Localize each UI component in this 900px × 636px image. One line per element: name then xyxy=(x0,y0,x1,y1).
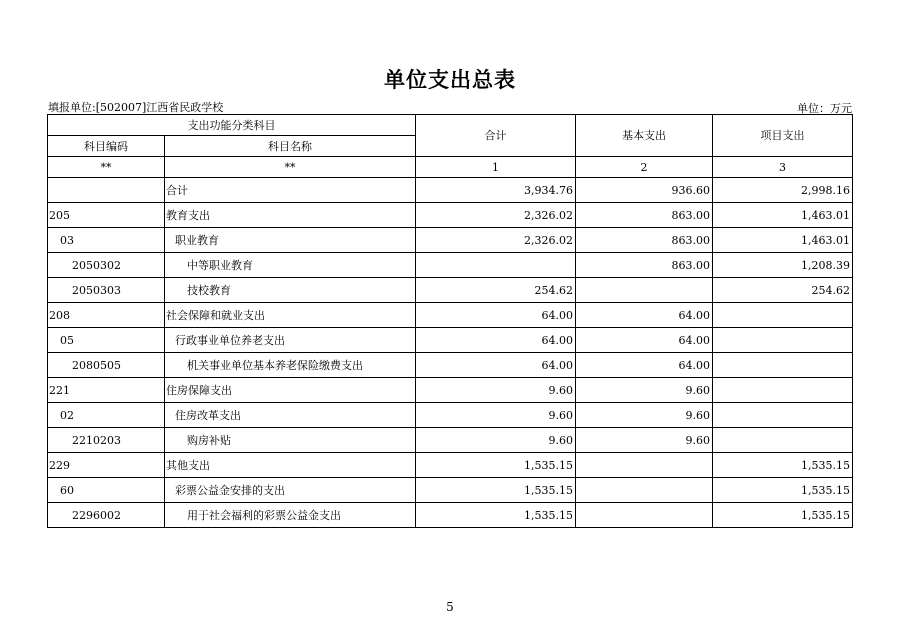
row-code: 02 xyxy=(48,403,165,428)
row-project xyxy=(713,353,853,378)
row-basic xyxy=(576,453,713,478)
header-name: 科目名称 xyxy=(165,136,416,157)
table-row xyxy=(48,503,853,528)
row-total: 64.00 xyxy=(416,303,576,328)
row-total: 2,326.02 xyxy=(416,228,576,253)
row-basic xyxy=(576,278,713,303)
row-total xyxy=(416,253,576,278)
row-project: 254.62 xyxy=(713,278,853,303)
row-basic: 9.60 xyxy=(576,403,713,428)
table-row xyxy=(48,328,853,353)
row-name: 社会保障和就业支出 xyxy=(165,303,416,328)
row-name: 用于社会福利的彩票公益金支出 xyxy=(165,503,416,528)
header-group: 支出功能分类科目 xyxy=(48,115,416,136)
row-basic: 863.00 xyxy=(576,203,713,228)
row-project xyxy=(713,378,853,403)
row-name: 教育支出 xyxy=(165,203,416,228)
row-total: 1,535.15 xyxy=(416,453,576,478)
row-basic xyxy=(576,503,713,528)
row-total: 254.62 xyxy=(416,278,576,303)
row-name: 机关事业单位基本养老保险缴费支出 xyxy=(165,353,416,378)
table-row xyxy=(48,403,853,428)
row-project: 1,535.15 xyxy=(713,453,853,478)
row-name: 住房保障支出 xyxy=(165,378,416,403)
row-total: 9.60 xyxy=(416,378,576,403)
row-total: 3,934.76 xyxy=(416,178,576,203)
filling-unit: 填报单位:[502007]江西省民政学校 xyxy=(48,101,224,114)
row-basic: 863.00 xyxy=(576,228,713,253)
table-row xyxy=(48,278,853,303)
row-total: 64.00 xyxy=(416,353,576,378)
table-row xyxy=(48,228,853,253)
page-title: 单位支出总表 xyxy=(384,67,516,92)
row-project: 1,463.01 xyxy=(713,228,853,253)
row-project: 1,535.15 xyxy=(713,478,853,503)
row-code: 60 xyxy=(48,478,165,503)
row-basic: 64.00 xyxy=(576,303,713,328)
row-name: 彩票公益金安排的支出 xyxy=(165,478,416,503)
row-code: 2080505 xyxy=(48,353,165,378)
row-project xyxy=(713,303,853,328)
table-row xyxy=(48,478,853,503)
row-code: 2050302 xyxy=(48,253,165,278)
row-basic: 64.00 xyxy=(576,353,713,378)
row-code: 229 xyxy=(48,453,165,478)
row-total: 9.60 xyxy=(416,403,576,428)
table-row xyxy=(48,428,853,453)
row-basic: 9.60 xyxy=(576,428,713,453)
row-total: 1,535.15 xyxy=(416,503,576,528)
row-name: 购房补贴 xyxy=(165,428,416,453)
row-name: 职业教育 xyxy=(165,228,416,253)
row-basic: 9.60 xyxy=(576,378,713,403)
row-name: 住房改革支出 xyxy=(165,403,416,428)
row-project: 1,208.39 xyxy=(713,253,853,278)
row-project: 1,463.01 xyxy=(713,203,853,228)
row-code: 208 xyxy=(48,303,165,328)
row-code: 2050303 xyxy=(48,278,165,303)
header-marker-name: ** xyxy=(165,157,416,178)
header-index-2: 2 xyxy=(576,157,713,178)
row-project xyxy=(713,403,853,428)
row-basic: 936.60 xyxy=(576,178,713,203)
header-project: 项目支出 xyxy=(713,115,853,157)
row-project: 1,535.15 xyxy=(713,503,853,528)
row-project xyxy=(713,428,853,453)
row-code: 221 xyxy=(48,378,165,403)
row-code: 05 xyxy=(48,328,165,353)
row-project: 2,998.16 xyxy=(713,178,853,203)
row-code: 03 xyxy=(48,228,165,253)
page-number: 5 xyxy=(446,600,454,614)
table-row xyxy=(48,178,853,203)
row-name: 其他支出 xyxy=(165,453,416,478)
row-basic: 64.00 xyxy=(576,328,713,353)
row-code xyxy=(48,178,165,203)
row-basic xyxy=(576,478,713,503)
row-total: 9.60 xyxy=(416,428,576,453)
row-name: 中等职业教育 xyxy=(165,253,416,278)
header-marker-code: ** xyxy=(48,157,165,178)
row-code: 2296002 xyxy=(48,503,165,528)
header-basic: 基本支出 xyxy=(576,115,713,157)
table-row xyxy=(48,378,853,403)
row-total: 64.00 xyxy=(416,328,576,353)
header-code: 科目编码 xyxy=(48,136,165,157)
row-code: 205 xyxy=(48,203,165,228)
table-row xyxy=(48,303,853,328)
row-basic: 863.00 xyxy=(576,253,713,278)
row-name: 行政事业单位养老支出 xyxy=(165,328,416,353)
row-code: 2210203 xyxy=(48,428,165,453)
table-row xyxy=(48,453,853,478)
row-name: 技校教育 xyxy=(165,278,416,303)
header-index-1: 1 xyxy=(416,157,576,178)
row-total: 2,326.02 xyxy=(416,203,576,228)
row-project xyxy=(713,328,853,353)
header-index-3: 3 xyxy=(713,157,853,178)
header-total: 合计 xyxy=(416,115,576,157)
currency-unit: 单位：万元 xyxy=(797,102,852,115)
row-name: 合计 xyxy=(165,178,416,203)
row-total: 1,535.15 xyxy=(416,478,576,503)
expenditure-table xyxy=(47,114,853,528)
table-row xyxy=(48,203,853,228)
table-row xyxy=(48,253,853,278)
table-row xyxy=(48,353,853,378)
